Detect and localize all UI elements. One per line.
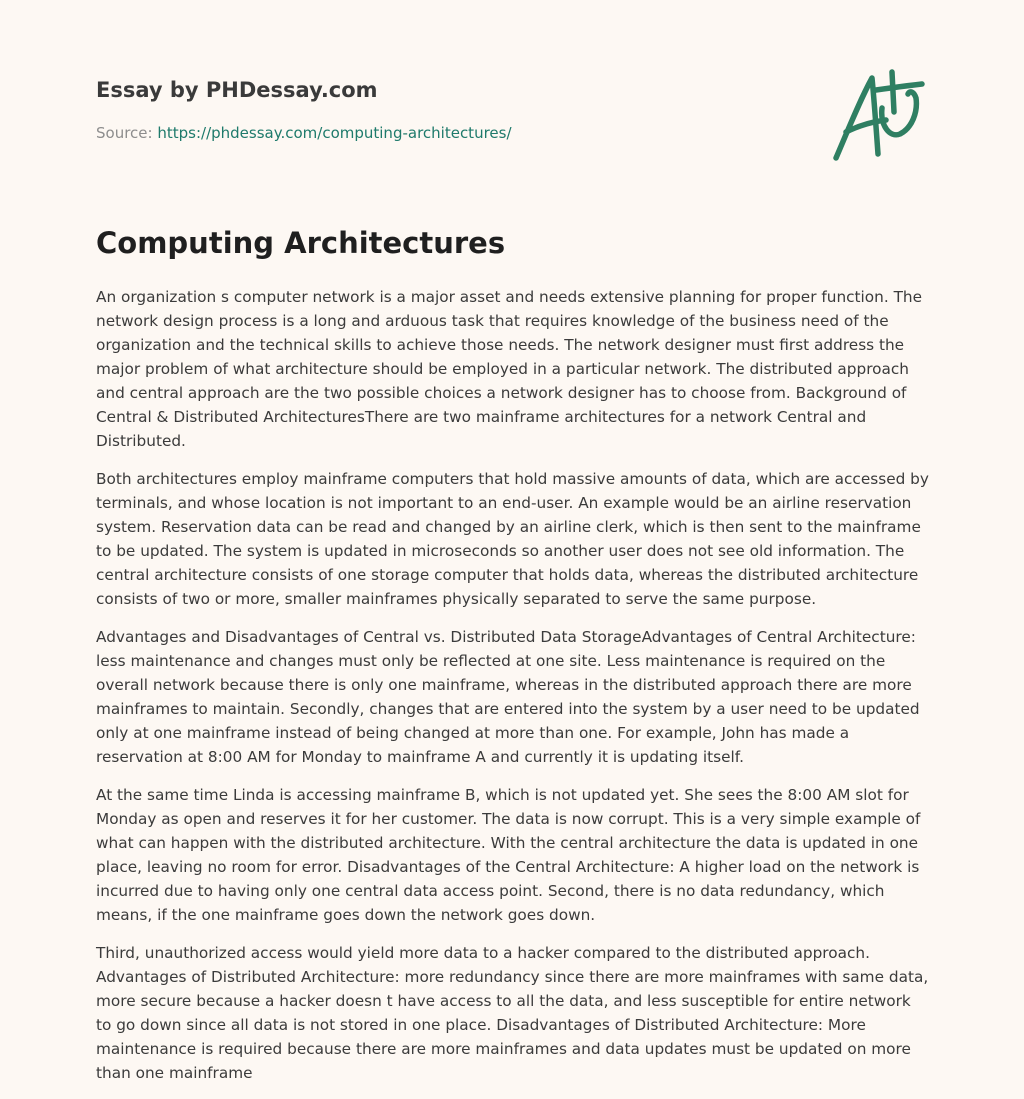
essay-body — [96, 285, 930, 1099]
source-line — [96, 124, 512, 142]
essay-title: Computing Architectures — [96, 226, 506, 260]
paragraph: Third, unauthorized access would yield more data to a hacker compared to the distributed approach. Advantages of Distributed Architecture: more redundancy since there are more mainframes with same data, more secure because a hacker doesn t have access to all the data, and less susceptible for entire network to go down since all data is not stored in one place. Disadvantages of Distributed Architecture: More maintenance is required because there are more mainframes and data updates must be updated on more than one mainframe — [96, 944, 929, 1082]
page-header — [96, 76, 928, 176]
source-link[interactable]: https://phdessay.com/computing-architectures/ — [157, 124, 512, 142]
paragraph: An organization s computer network is a major asset and needs extensive planning for proper function. The network design process is a long and arduous task that requires knowledge of the business need of the organization and the technical skills to achieve those needs. The network designer must first address the major problem of what architecture should be employed in a particular network. The distributed approach and central approach are the two possible choices a network designer has to choose from. Background of Central & Distributed ArchitecturesThere are two mainframe architectures for a network Central and Distributed. — [96, 288, 923, 450]
paragraph: Both architectures employ mainframe computers that hold massive amounts of data, which are accessed by terminals, and whose location is not important to an end-user. An example would be an airline reservation system. Reservation data can be read and changed by an airline clerk, which is then sent to the mainframe to be updated. The system is updated in microseconds so another user does not see old information. The central architecture consists of one storage computer that holds data, whereas the distributed architecture consists of two or more, smaller mainframes physically separated to serve the same purpose. — [96, 470, 929, 608]
site-title: Essay by PHDessay.com — [96, 78, 378, 102]
paragraph: Advantages and Disadvantages of Central vs. Distributed Data StorageAdvantages of Central Architecture: less maintenance and changes must only be reflected at one site. Less maintenance is required on the overall network because there is only one mainframe, whereas in the distributed approach there are more mainframes to maintain. Secondly, changes that are entered into the system by a user need to be updated only at one mainframe instead of being changed at more than one. For example, John has made a reservation at 8:00 AM for Monday to mainframe A and currently it is updating itself. — [96, 628, 920, 766]
source-label: Source: — [96, 124, 153, 142]
paragraph: At the same time Linda is accessing mainframe B, which is not updated yet. She sees the 8:00 AM slot for Monday as open and reserves it for her customer. The data is now corrupt. This is a very simple example of what can happen with the distributed architecture. With the central architecture the data is updated in one place, leaving no room for error. Disadvantages of the Central Architecture: A higher load on the network is incurred due to having only one central data access point. Second, there is no data redundancy, which means, if the one mainframe goes down the network goes down. — [96, 786, 921, 924]
a-plus-grade-icon — [830, 68, 930, 166]
